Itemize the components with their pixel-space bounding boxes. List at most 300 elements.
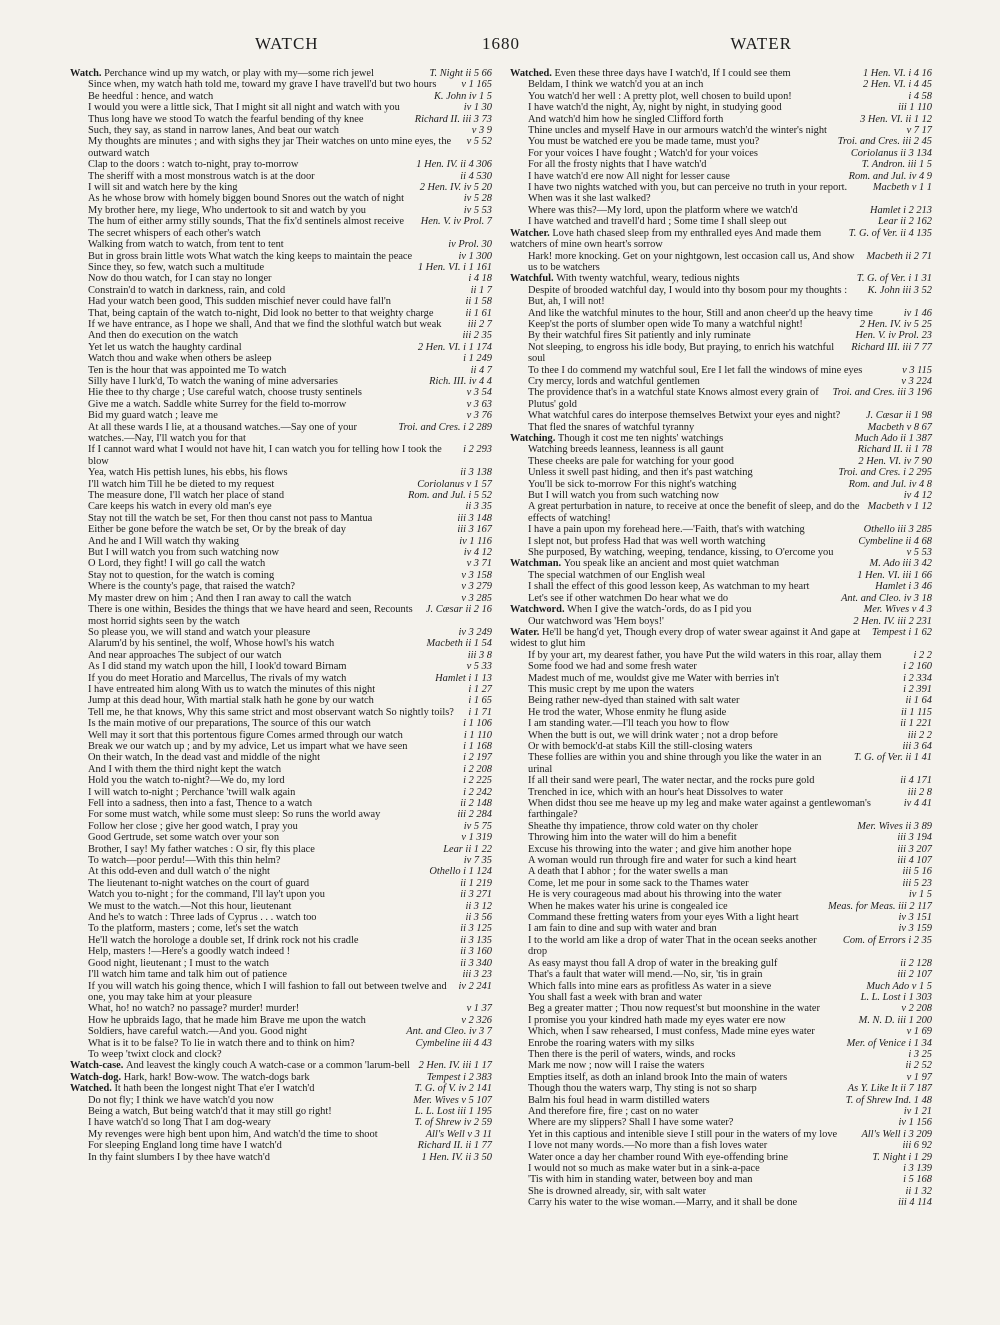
play-reference: v 3 285 (461, 592, 492, 604)
play-reference: Ant. and Cleo. iv 3 18 (841, 592, 932, 604)
play-reference: J. Cæsar ii 1 98 (865, 410, 932, 422)
concordance-entry (70, 684, 492, 695)
play-reference: ii 4 7 (470, 364, 492, 376)
play-reference: ii 1 115 (901, 706, 932, 718)
play-reference: v 2 208 (901, 1003, 932, 1015)
concordance-entry (70, 1095, 492, 1106)
quote: Love hath chased sleep from my enthralled eyes And made them watchers of mine own heart's sorrow (510, 227, 822, 251)
quotation-text (510, 558, 779, 569)
quote: Throwing him into the water will do him a benefit (528, 832, 737, 844)
play-reference: Rich. III. iv 4 4 (429, 375, 492, 387)
quotation-text (528, 684, 694, 695)
play-reference: iii 3 8 (467, 649, 492, 661)
concordance-entry (510, 1072, 932, 1083)
quotation-text (88, 193, 404, 204)
quotation-text (528, 1174, 752, 1185)
quotation-text (88, 958, 269, 969)
quotation-text (88, 125, 339, 136)
quotation-text (88, 159, 298, 170)
quotation-text (528, 593, 728, 604)
quotation-text (528, 673, 779, 684)
quote: You must be watched ere you be made tame, must you? (528, 136, 760, 148)
quote: To the platform, masters ; come, let's set the watch (88, 923, 299, 935)
concordance-entry (510, 456, 932, 467)
quotation-text (510, 627, 866, 650)
quotation-text (88, 262, 264, 273)
quote: And I with them the third night kept the watch (88, 763, 282, 775)
quote: What, ho! no watch? no passage? murder! murder! (88, 1003, 300, 1015)
concordance-entry (510, 1129, 932, 1140)
play-reference: i 1 106 (463, 718, 492, 730)
concordance-entry (510, 889, 932, 900)
concordance-entry (70, 193, 492, 204)
concordance-entry (510, 1163, 932, 1174)
quotation-text (528, 1140, 767, 1151)
quote: Despite of brooded watchful day, I would into thy bosom pour my thoughts : But, ah, I will not! (528, 284, 848, 308)
quote: We must to the watch.—Not this hour, lieutenant (88, 900, 292, 912)
play-reference: ii 2 128 (900, 957, 932, 969)
quotation-text (528, 1197, 797, 1208)
quote: I will sit and watch here by the king (88, 182, 238, 194)
play-reference: Much Ado ii 1 387 (854, 433, 932, 444)
quotation-text (88, 319, 441, 330)
quote: I'll watch him Till he be dieted to my request (88, 478, 275, 490)
play-reference: v 3 9 (471, 125, 492, 137)
play-reference: iv 2 241 (458, 980, 492, 992)
play-reference: Troi. and Cres. i 2 289 (398, 421, 492, 433)
quote: If all their sand were pearl, The water nectar, and the rocks pure gold (528, 775, 815, 787)
play-reference: Troi. and Cres. iii 3 196 (832, 387, 932, 399)
concordance-entry (70, 604, 492, 627)
quotation-text (528, 1129, 837, 1140)
quote: Good Gertrude, set some watch over your son (88, 832, 280, 844)
concordance-entry (510, 581, 932, 592)
quote: I have a pain upon my forehead here.—'Faith, that's with watching (528, 524, 805, 536)
play-reference: ii 3 35 (465, 501, 492, 513)
quote: Yet in this captious and intenible sieve I still pour in the waters of my love (528, 1128, 838, 1140)
concordance-entry (510, 205, 932, 216)
play-reference: iii 3 194 (897, 832, 932, 844)
concordance-entry (70, 262, 492, 273)
quotation-text (88, 741, 407, 752)
concordance-entry (510, 1095, 932, 1106)
play-reference: Othello iii 3 285 (863, 524, 932, 536)
concordance-entry (510, 285, 932, 308)
play-reference: Mer. Wives ii 3 89 (857, 820, 932, 832)
quotation-text (528, 958, 777, 969)
quotation-text (528, 479, 736, 490)
quote: Come, let me pour in some sack to the Thames water (528, 877, 749, 889)
concordance-entry (70, 775, 492, 786)
quote: The sheriff with a most monstrous watch is at the door (88, 170, 315, 182)
play-reference: ii 3 125 (460, 923, 492, 935)
quotation-text (528, 821, 758, 832)
quotation-text (528, 1152, 788, 1163)
play-reference: ii 1 219 (460, 877, 492, 889)
concordance-entry (70, 707, 492, 718)
quotation-text (88, 330, 238, 341)
quote: Beldam, I think we watch'd you at an inch (528, 79, 704, 91)
quotation-text (528, 787, 783, 798)
concordance-entry (70, 501, 492, 512)
quotation-text (528, 1049, 735, 1060)
concordance-entry (510, 923, 932, 934)
concordance-entry (510, 661, 932, 672)
quote: When he makes water his urine is congealed ice (528, 900, 728, 912)
quotation-text (528, 285, 862, 308)
play-reference: ii 1 58 (465, 296, 492, 308)
concordance-entry (70, 1003, 492, 1014)
quotation-text (528, 467, 753, 478)
play-reference: v 5 53 (906, 547, 932, 559)
play-reference: ii 1 61 (465, 307, 492, 319)
concordance-entry (70, 661, 492, 672)
quotation-text (528, 159, 706, 170)
quotation-text (528, 1038, 694, 1049)
play-reference: Macbeth ii 2 71 (866, 250, 932, 262)
play-reference: iii 2 8 (907, 786, 932, 798)
concordance-entry (70, 125, 492, 136)
quotation-text (528, 501, 862, 524)
concordance-entry (510, 650, 932, 661)
concordance-entry (510, 387, 932, 410)
quotation-text (528, 718, 729, 729)
concordance-entry (70, 524, 492, 535)
concordance-entry (510, 159, 932, 170)
quote: Watch thou and wake when others be asleep (88, 353, 272, 365)
quote: Carry his water to the wise woman.—Marry, and it shall be done (528, 1197, 798, 1209)
quote: He trod the water, Whose enmity he flung aside (528, 706, 727, 718)
play-reference: ii 3 271 (460, 889, 492, 901)
quote: For sleeping England long time have I watch'd (88, 1140, 282, 1152)
concordance-entry (510, 627, 932, 650)
concordance-entry (70, 935, 492, 946)
play-reference: iv 3 151 (898, 912, 932, 924)
play-reference: 2 Hen. VI. i 1 174 (417, 341, 492, 353)
concordance-entry (70, 638, 492, 649)
quotation-text (88, 775, 285, 786)
play-reference: i 1 27 (468, 683, 492, 695)
play-reference: ii 3 138 (460, 467, 492, 479)
play-reference: iii 5 23 (902, 877, 932, 889)
quote: A death that I abhor ; for the water swells a man (528, 866, 728, 878)
quotation-text (88, 730, 403, 741)
concordance-entry (70, 205, 492, 216)
quote: Clap to the doors : watch to-night, pray to-morrow (88, 159, 299, 171)
concordance-entry (70, 558, 492, 569)
concordance-entry (510, 593, 932, 604)
concordance-entry (70, 547, 492, 558)
quote: You speak like an ancient and most quiet watchman (563, 558, 780, 570)
quote: I have entreated him along With us to watch the minutes of this night (88, 683, 376, 695)
play-reference: i 3 139 (903, 1163, 932, 1174)
play-reference: i 1 168 (463, 740, 492, 752)
concordance-entry (510, 433, 932, 444)
quotation-text (528, 387, 827, 410)
quote: Well may it sort that this portentous figure Comes armed through our watch (88, 729, 403, 741)
quote: Water once a day her chamber round With eye-offending brine (528, 1151, 789, 1163)
quote: My master drew on him ; And then I ran away to call the watch (88, 592, 352, 604)
concordance-entry (70, 308, 492, 319)
quote: He is very courageous mad about his throwing into the water (528, 889, 782, 901)
concordance-entry (510, 798, 932, 821)
quotation-text (528, 547, 833, 558)
quote: Help, masters !—Here's a goodly watch indeed ! (88, 946, 291, 958)
play-reference: Cymbeline iii 4 43 (415, 1037, 492, 1049)
concordance-entry (70, 981, 492, 1004)
play-reference: iii 6 92 (902, 1140, 932, 1152)
quote: And therefore fire, fire ; cast on no water (528, 1105, 699, 1117)
quote: Constrain'd to watch in darkness, rain, and cold (88, 284, 286, 296)
concordance-entry (70, 353, 492, 364)
quote: I would not so much as make water but in a sink-a-pace (528, 1163, 760, 1174)
concordance-entry (70, 296, 492, 307)
quotation-text (88, 1129, 378, 1140)
quote: I slept not, but profess Had that was well worth watching (528, 535, 766, 547)
quote: Madest much of me, wouldst give me Water with berries in't (528, 672, 780, 684)
quote: My thoughts are minutes ; and with sighs they jar Their watches on unto mine eyes, the outward watch (88, 136, 452, 159)
concordance-entry (510, 570, 932, 581)
play-reference: v 1 165 (461, 79, 492, 91)
play-reference: Com. of Errors i 2 35 (842, 934, 932, 946)
quotation-text (88, 387, 362, 398)
quotation-text (528, 570, 705, 581)
play-reference: v 1 37 (466, 1003, 492, 1015)
quote: Either be gone before the watch be set, Or by the break of day (88, 524, 346, 536)
quotation-text (528, 1060, 704, 1071)
quotation-text (528, 730, 778, 741)
quote: Care keeps his watch in every old man's eye (88, 501, 272, 513)
quote: If by your art, my dearest father, you have Put the wild waters in this roar, allay them (528, 649, 882, 661)
concordance-entry (70, 855, 492, 866)
quote: Had your watch been good, This sudden mischief never could have fall'n (88, 296, 391, 308)
play-reference: ii 4 530 (460, 170, 492, 182)
play-reference: iv 1 156 (898, 1117, 932, 1129)
play-reference: i 2 391 (903, 683, 932, 695)
quotation-text (88, 912, 317, 923)
concordance-entry (510, 91, 932, 102)
quotation-text (528, 342, 845, 365)
headword: Watcher. (510, 227, 553, 239)
headword: Watchman. (510, 558, 564, 570)
quotation-text (528, 581, 809, 592)
concordance-entry (510, 136, 932, 147)
concordance-entry (70, 1106, 492, 1117)
play-reference: iv 1 300 (458, 250, 492, 262)
play-reference: iii 2 107 (897, 969, 932, 981)
quotation-text (528, 798, 898, 821)
quote: For some must watch, while some must sleep: So runs the world away (88, 809, 381, 821)
play-reference: i 3 25 (908, 1048, 932, 1060)
concordance-entry (510, 1117, 932, 1128)
quotation-text (528, 251, 860, 274)
play-reference: iv 3 249 (458, 626, 492, 638)
play-reference: K. John iv 1 5 (433, 90, 492, 102)
quotation-text (528, 536, 766, 547)
quotation-text (88, 981, 453, 1004)
play-reference: ii 1 64 (905, 695, 932, 707)
play-reference: Tempest i 1 62 (872, 626, 932, 638)
play-reference: ii 1 221 (900, 718, 932, 730)
concordance-entry (70, 912, 492, 923)
quote: And near approaches The subject of our watch (88, 649, 282, 661)
quotation-text (528, 171, 730, 182)
quote: I to the world am like a drop of water That in the ocean seeks another drop (528, 934, 817, 958)
page-number: 1680 (481, 34, 520, 53)
quote: It hath been the longest night That e'er I watch'd (114, 1083, 315, 1095)
quotation-text (88, 444, 457, 467)
concordance-entry (510, 1060, 932, 1071)
quote: Since when, my watch hath told me, toward my grave I have travell'd but two hours (88, 79, 437, 91)
quotation-text (528, 444, 724, 455)
concordance-entry (70, 627, 492, 638)
quotation-text (88, 1038, 355, 1049)
quote: I have two nights watched with you, but can perceive no truth in your report. When was it she last walked? (528, 182, 848, 205)
play-reference: Richard II. iii 3 73 (414, 113, 492, 125)
quote: Tell me, he that knows, Why this same strict and most observant watch So nightly toils? (88, 706, 454, 718)
concordance-entry (70, 787, 492, 798)
headword: Watched. (70, 1083, 115, 1095)
concordance-entry (70, 901, 492, 912)
concordance-entry (510, 1140, 932, 1151)
concordance-entry (510, 1003, 932, 1014)
quotation-text (88, 182, 237, 193)
concordance-entry (510, 718, 932, 729)
quote: 'Tis with him in standing water, between boy and man (528, 1174, 753, 1186)
play-reference: v 1 69 (906, 1026, 932, 1038)
quote: Or with bemock'd-at stabs Kill the still-closing waters (528, 740, 753, 752)
quote: Being a watch, But being watch'd that it may still go right! (88, 1105, 332, 1117)
quotation-text (528, 1026, 815, 1037)
play-reference: T. G. of V. iv 2 141 (414, 1083, 492, 1095)
quote: Follow her close ; give her good watch, I pray you (88, 820, 298, 832)
quotation-text (528, 912, 799, 923)
quote: There is one within, Besides the things that we have heard and seen, Recounts most horrid sights seen by the watch (88, 604, 413, 627)
play-reference: v 1 97 (906, 1071, 932, 1083)
play-reference: 1 Hen. VI. i 1 161 (417, 261, 492, 273)
play-reference: Rom. and Jul. i 5 52 (408, 490, 492, 502)
quotation-text (88, 216, 415, 239)
quotation-text (528, 832, 737, 843)
play-reference: i 1 110 (463, 729, 492, 741)
play-reference: i 2 2 (913, 649, 932, 661)
play-reference: ii 3 160 (460, 946, 492, 958)
concordance-entry (70, 1140, 492, 1151)
quotation-text (528, 91, 792, 102)
quotation-text (88, 524, 346, 535)
quote: Mark me now ; now will I raise the waters (528, 1060, 705, 1072)
quote: If we have entrance, as I hope we shall, And that we find the slothful watch but weak (88, 318, 442, 330)
play-reference: As Y. Like It ii 7 187 (847, 1083, 932, 1095)
concordance-entry (70, 1083, 492, 1094)
quotation-text (88, 650, 281, 661)
quotation-text (528, 148, 758, 159)
play-reference: Richard II. ii 1 77 (417, 1140, 492, 1152)
play-reference: iv 4 12 (903, 490, 932, 502)
play-reference: 1 Hen. VI. iii 1 66 (857, 569, 932, 581)
concordance-entry (510, 216, 932, 227)
concordance-entry (70, 958, 492, 969)
play-reference: v 3 158 (461, 569, 492, 581)
quotation-text (528, 855, 796, 866)
quote: But I will watch you from such watching now (528, 490, 720, 502)
quote: As he whose brow with homely biggen bound Snores out the watch of night (88, 193, 405, 205)
concordance-entry (510, 330, 932, 341)
quote: Yea, watch His pettish lunes, his ebbs, his flows (88, 467, 288, 479)
quote: And watch'd him how he singled Clifford forth (528, 113, 724, 125)
quote: Alarum'd by his sentinel, the wolf, Whose howl's his watch (88, 638, 335, 650)
play-reference: iii 4 107 (897, 855, 932, 867)
quote: Some food we had and some fresh water (528, 661, 697, 673)
quotation-text (528, 422, 694, 433)
play-reference: v 3 71 (466, 558, 492, 570)
quotation-text (528, 79, 703, 90)
concordance-entry (510, 912, 932, 923)
concordance-entry (510, 319, 932, 330)
concordance-entry (70, 91, 492, 102)
concordance-entry (70, 1049, 492, 1060)
play-reference: iii 2 2 (907, 729, 932, 741)
quote: Stay not till the watch be set, For then thou canst not pass to Mantua (88, 512, 373, 524)
quote: Ten is the hour that was appointed me To watch (88, 364, 287, 376)
concordance-entry (70, 1038, 492, 1049)
play-reference: iii 3 148 (457, 512, 492, 524)
concordance-entry (510, 741, 932, 752)
quote: I am standing water.—I'll teach you how to flow (528, 718, 730, 730)
concordance-entry (510, 855, 932, 866)
concordance-entry (70, 798, 492, 809)
quotation-text (528, 319, 803, 330)
quotation-text (528, 1072, 787, 1083)
play-reference: i 2 160 (903, 661, 932, 673)
quotation-text (88, 935, 359, 946)
play-reference: iv 3 159 (898, 923, 932, 935)
play-reference: i 1 71 (468, 706, 492, 718)
quotation-text (528, 775, 814, 786)
concordance-entry (70, 490, 492, 501)
play-reference: K. John iii 3 52 (867, 284, 932, 296)
quote: You'll be sick to-morrow For this night's watching (528, 478, 737, 490)
play-reference: 2 Hen. IV. iii 2 231 (853, 615, 932, 627)
play-reference: i 2 208 (463, 763, 492, 775)
quotation-text (528, 490, 719, 501)
quotation-text (528, 981, 771, 992)
quotation-text (528, 878, 749, 889)
quote: He'll watch the horologe a double set, If drink rock not his cradle (88, 934, 359, 946)
play-reference: Hamlet i 1 13 (435, 672, 492, 684)
concordance-entry (70, 285, 492, 296)
quote: I promise you your kindred hath made my eyes water ere now (528, 1014, 786, 1026)
concordance-entry (510, 901, 932, 912)
quotation-text (528, 216, 787, 227)
quotation-text (528, 1083, 757, 1094)
quotation-text (528, 969, 762, 980)
play-reference: iii 2 35 (462, 330, 492, 342)
quotation-text (528, 661, 697, 672)
quotation-text (88, 1140, 282, 1151)
concordance-entry (510, 1186, 932, 1197)
quotation-text (88, 1106, 332, 1117)
play-reference: Cymbeline ii 4 68 (858, 535, 932, 547)
quotation-text (528, 1186, 706, 1197)
quote: Stay not to question, for the watch is coming (88, 569, 275, 581)
concordance-entry (70, 809, 492, 820)
quotation-text (88, 673, 346, 684)
play-reference: iv 1 21 (903, 1105, 932, 1117)
quote: These follies are within you and shine through you like the water in an urinal (528, 752, 822, 775)
quotation-text (528, 182, 867, 205)
concordance-entry (70, 695, 492, 706)
